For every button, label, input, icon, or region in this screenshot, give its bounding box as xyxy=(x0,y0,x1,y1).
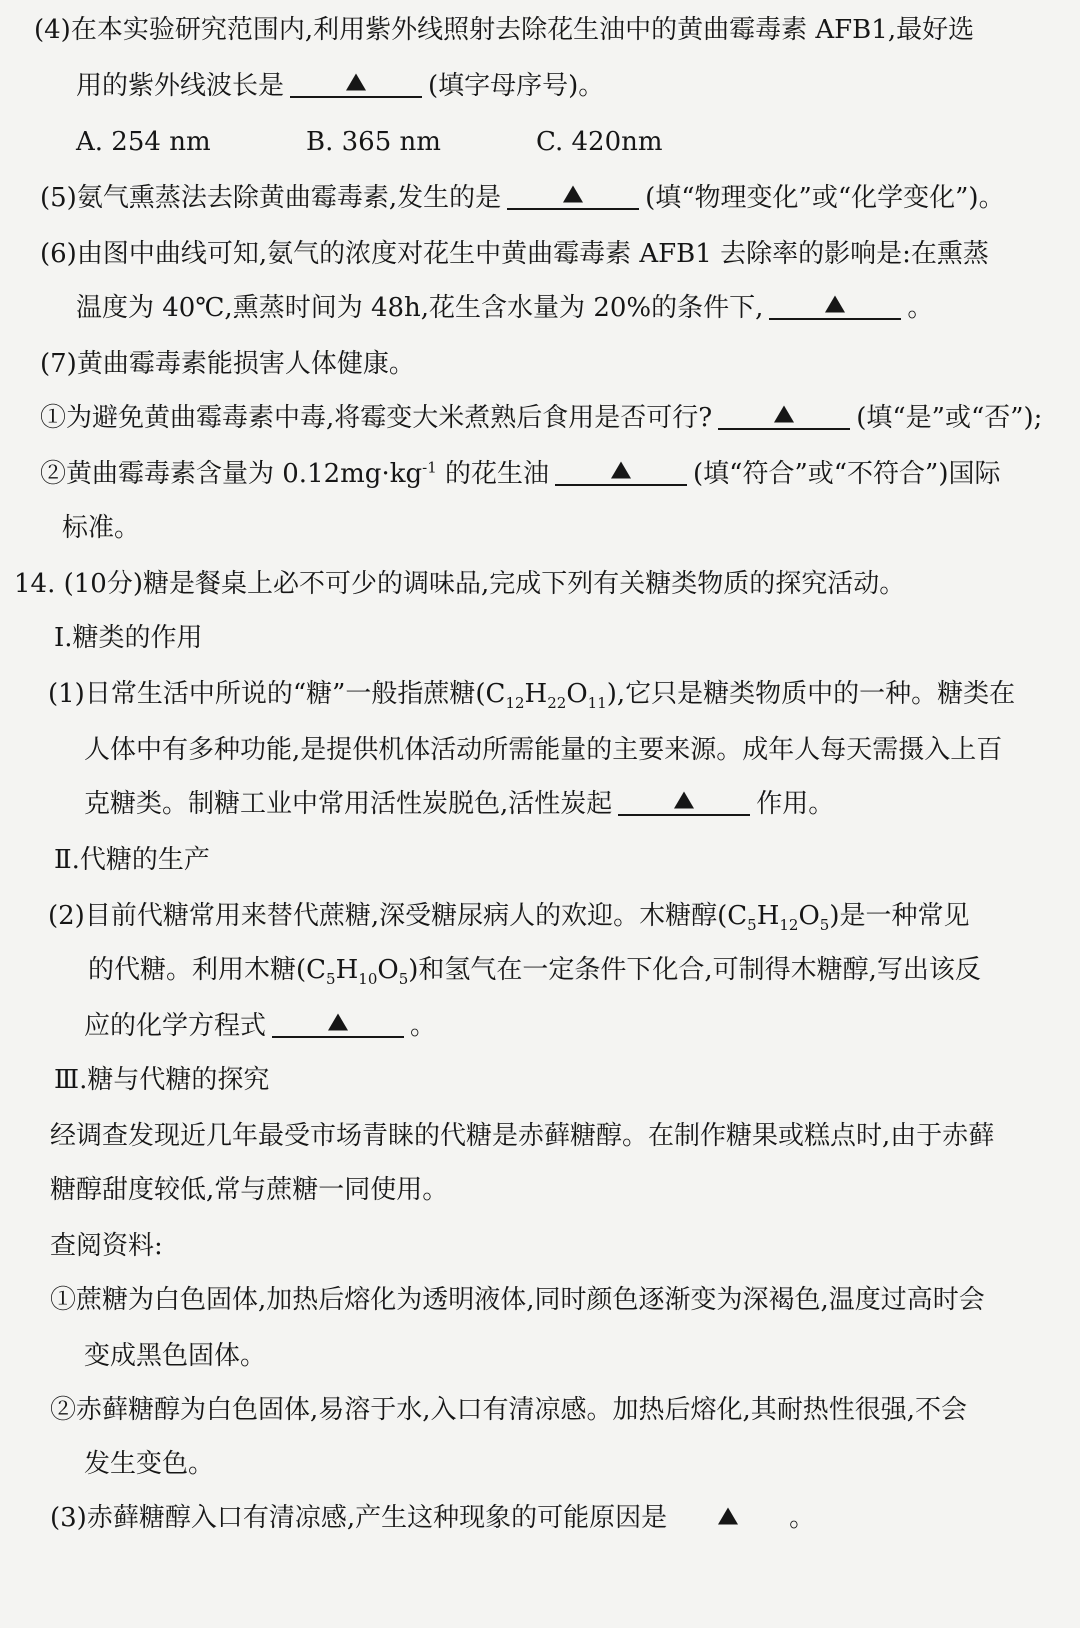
subscript: 11 xyxy=(587,694,607,713)
q13-part5-hint: (填“物理变化”或“化学变化”)。 xyxy=(645,183,1005,213)
q14-part1-line2: 人体中有多种功能,是提供机体活动所需能量的主要来源。成年人每天需摄入上百 xyxy=(84,735,1003,765)
answer-blank-14-3[interactable] xyxy=(673,1502,783,1530)
subscript: 5 xyxy=(747,916,757,935)
q13-part7-sub1 xyxy=(40,400,1042,436)
q14-part1-prompt: 克糖类。制糖工业中常用活性炭脱色,活性炭起 xyxy=(84,789,613,819)
q14-part3-end: 。 xyxy=(789,1503,816,1533)
text: H xyxy=(335,955,359,985)
triangle-marker-icon xyxy=(825,296,845,313)
q14-section-3-para-line1: 经调查发现近几年最受市场青睐的代糖是赤藓糖醇。在制作糖果或糕点时,由于赤藓 xyxy=(50,1121,995,1151)
q13-part7-sub2-hint: (填“符合”或“不符合”)国际 xyxy=(693,459,1001,489)
answer-blank-4[interactable] xyxy=(290,68,422,98)
q13-part7-sub1-hint: (填“是”或“否”); xyxy=(856,403,1043,433)
text: ),它只是糖类物质中的一种。糖类在 xyxy=(606,679,1016,709)
text: H xyxy=(524,679,548,709)
q14-section-3-para-line2: 糖醇甜度较低,常与蔗糖一同使用。 xyxy=(50,1175,449,1205)
q13-part6-prompt: 温度为 40℃,熏蒸时间为 48h,花生含水量为 20%的条件下, xyxy=(76,293,764,323)
triangle-marker-icon xyxy=(346,74,366,91)
text: O xyxy=(377,955,399,985)
triangle-marker-icon xyxy=(674,792,694,809)
q14-part3-prompt: (3)赤藓糖醇入口有清凉感,产生这种现象的可能原因是 xyxy=(50,1503,668,1533)
subscript: 5 xyxy=(398,970,409,989)
triangle-marker-icon xyxy=(563,186,583,203)
q13-part7-sub1-prompt: ①为避免黄曲霉毒素中毒,将霉变大米煮熟后食用是否可行? xyxy=(40,403,713,433)
q14-part3-question xyxy=(50,1500,815,1536)
q14-part1-end: 作用。 xyxy=(756,789,835,819)
q13-part4-line1: (4)在本实验研究范围内,利用紫外线照射去除花生油中的黄曲霉毒素 AFB1,最好选 xyxy=(34,15,975,45)
answer-blank-6[interactable] xyxy=(769,290,901,320)
q13-part5-prompt: (5)氨气熏蒸法去除黄曲霉毒素,发生的是 xyxy=(40,183,502,213)
subscript: 12 xyxy=(779,916,799,935)
answer-blank-5[interactable] xyxy=(507,180,639,210)
subscript: 5 xyxy=(819,916,830,935)
reference-heading: 查阅资料: xyxy=(50,1231,163,1261)
reference-1-line1: ①蔗糖为白色固体,加热后熔化为透明液体,同时颜色逐渐变为深褐色,温度过高时会 xyxy=(50,1285,985,1315)
text: (1)日常生活中所说的“糖”一般指蔗糖(C xyxy=(48,679,506,709)
q14-section-3-title: Ⅲ.糖与代糖的探究 xyxy=(54,1065,270,1095)
subscript: 5 xyxy=(326,970,336,989)
text: 的代糖。利用木糖(C xyxy=(88,955,327,985)
option-b: B. 365 nm xyxy=(306,127,441,157)
q13-part7-sub2-prompt-b: 的花生油 xyxy=(436,459,550,489)
q13-part7-sub2-line2: 标准。 xyxy=(62,513,141,543)
q13-part5 xyxy=(40,180,1005,216)
q13-part4-prompt: 用的紫外线波长是 xyxy=(76,71,285,101)
triangle-marker-icon xyxy=(774,406,794,423)
text: O xyxy=(798,901,820,931)
q14-part1-line1 xyxy=(48,676,1015,712)
subscript: 22 xyxy=(547,694,567,713)
answer-blank-7-2[interactable] xyxy=(555,456,687,486)
triangle-marker-icon xyxy=(718,1508,738,1525)
q13-part6-line1: (6)由图中曲线可知,氨气的浓度对花生中黄曲霉毒素 AFB1 去除率的影响是:在熏蒸 xyxy=(40,239,989,269)
option-c: C. 420nm xyxy=(536,127,663,157)
reference-2-line1: ②赤藓糖醇为白色固体,易溶于水,入口有清凉感。加热后熔化,其耐热性很强,不会 xyxy=(50,1395,968,1425)
q14-section-1-title: Ⅰ.糖类的作用 xyxy=(54,623,203,653)
option-a: A. 254 nm xyxy=(76,127,211,157)
triangle-marker-icon xyxy=(611,462,631,479)
text: H xyxy=(756,901,780,931)
text: O xyxy=(566,679,588,709)
q13-part6-line2 xyxy=(76,290,933,326)
q14-part2-line2 xyxy=(88,952,981,988)
q14-part2-line3 xyxy=(84,1008,436,1044)
q14-part2-end: 。 xyxy=(410,1011,437,1041)
q13-part4-options xyxy=(76,124,766,160)
q14-part1-line3 xyxy=(84,786,834,822)
answer-blank-14-2[interactable] xyxy=(272,1008,404,1038)
reference-1-line2: 变成黑色固体。 xyxy=(84,1341,267,1371)
superscript: -1 xyxy=(422,458,437,477)
q13-part4-line2 xyxy=(76,68,604,104)
q14-intro: 14. (10分)糖是餐桌上必不可少的调味品,完成下列有关糖类物质的探究活动。 xyxy=(14,569,906,599)
text: )和氢气在一定条件下化合,可制得木糖醇,写出该反 xyxy=(408,955,981,985)
reference-2-line2: 发生变色。 xyxy=(84,1449,215,1479)
text: (2)目前代糖常用来替代蔗糖,深受糖尿病人的欢迎。木糖醇(C xyxy=(48,901,748,931)
subscript: 10 xyxy=(358,970,378,989)
subscript: 12 xyxy=(505,694,525,713)
q13-part7-heading: (7)黄曲霉毒素能损害人体健康。 xyxy=(40,349,415,379)
answer-blank-14-1[interactable] xyxy=(618,786,750,816)
q13-part7-sub2-prompt-a: ②黄曲霉毒素含量为 0.12mg·kg xyxy=(40,459,423,489)
q14-part2-line1 xyxy=(48,898,970,934)
q14-part2-prompt: 应的化学方程式 xyxy=(84,1011,267,1041)
text: )是一种常见 xyxy=(829,901,970,931)
q13-part4-hint: (填字母序号)。 xyxy=(428,71,605,101)
q13-part7-sub2 xyxy=(40,456,1000,492)
answer-blank-7-1[interactable] xyxy=(718,400,850,430)
q13-part6-end: 。 xyxy=(907,293,934,323)
q14-section-2-title: Ⅱ.代糖的生产 xyxy=(54,845,210,875)
triangle-marker-icon xyxy=(328,1014,348,1031)
